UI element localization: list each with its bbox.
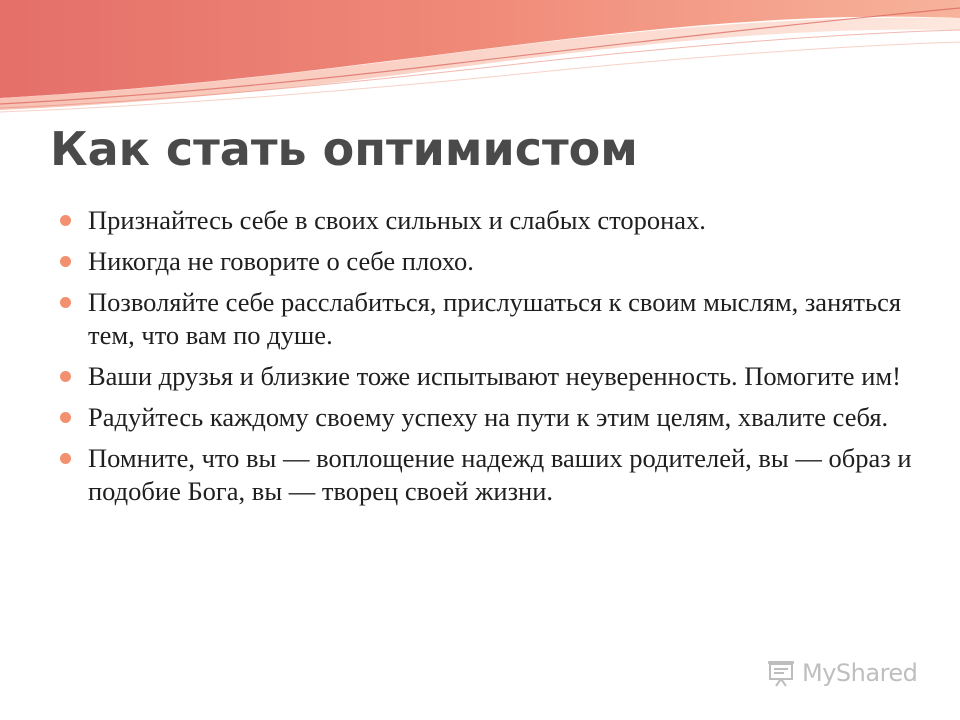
projector-screen-icon [766, 658, 796, 688]
bullet-text: Помните, что вы — воплощение надежд ваших родителей, вы — образ и подобие Бога, вы — творец своей жизни. [88, 443, 912, 506]
list-item [60, 204, 920, 237]
bullet-dot-icon [60, 412, 71, 423]
bullet-dot-icon [60, 215, 71, 226]
bullet-dot-icon [60, 256, 71, 267]
bullet-text: Признайтесь себе в своих сильных и слабых сторонах. [88, 205, 706, 235]
bullet-dot-icon [60, 453, 71, 464]
decorative-banner [0, 0, 960, 115]
list-item [60, 286, 920, 352]
list-item [60, 360, 920, 393]
slide-title: Как стать оптимистом [50, 122, 638, 176]
watermark-text: MyShared [802, 659, 918, 687]
bullet-text: Никогда не говорите о себе плохо. [88, 246, 474, 276]
list-item [60, 401, 920, 434]
bullet-dot-icon [60, 297, 71, 308]
bullet-text: Ваши друзья и близкие тоже испытывают неуверенность. Помогите им! [88, 361, 901, 391]
list-item [60, 442, 920, 508]
bullet-text: Позволяйте себе расслабиться, прислушаться к своим мыслям, заняться тем, что вам по душе. [88, 287, 902, 350]
bullet-dot-icon [60, 371, 71, 382]
bullet-list [60, 204, 920, 516]
watermark[interactable] [766, 658, 917, 688]
bullet-text: Радуйтесь каждому своему успеху на пути к этим целям, хвалите себя. [88, 402, 889, 432]
list-item [60, 245, 920, 278]
